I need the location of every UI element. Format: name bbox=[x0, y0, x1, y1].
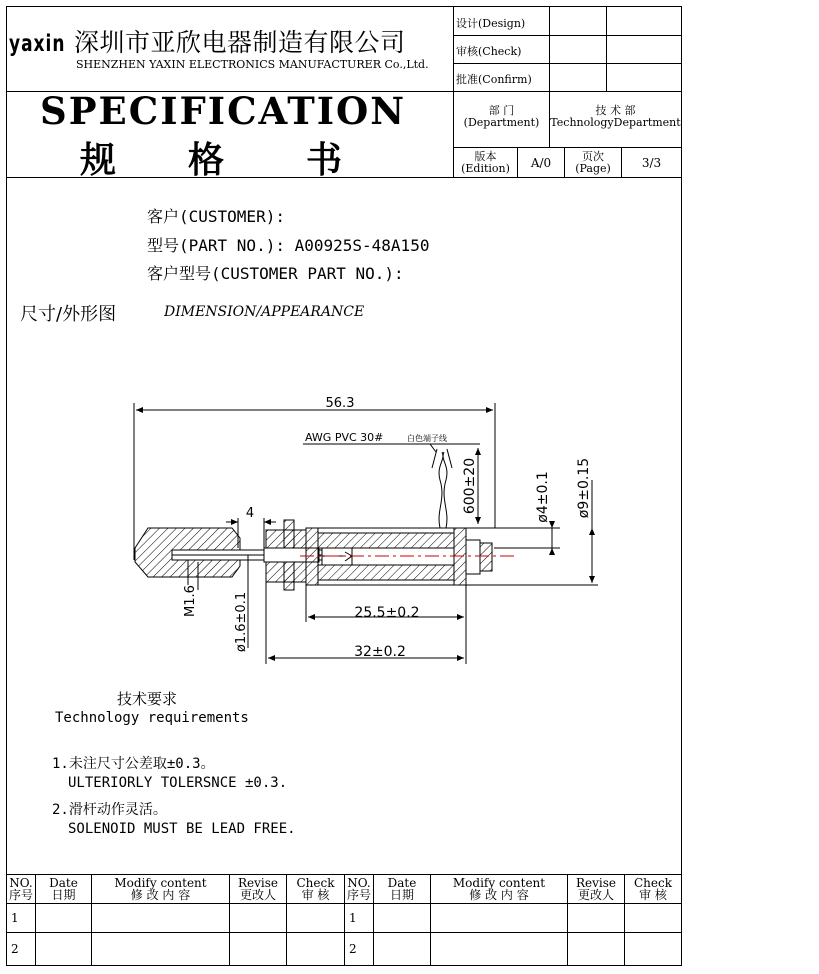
requirement-2-cn: 2.滑杆动作灵活。 bbox=[52, 802, 167, 818]
requirement-2-en: SOLENOID MUST BE LEAD FREE. bbox=[68, 821, 296, 837]
rev-header-date-2: Date 日期 bbox=[387, 876, 417, 902]
rev-header-no-2: NO. 序号 bbox=[346, 876, 371, 902]
thread-label: M1.6 bbox=[183, 585, 198, 617]
rev-row-no: 2 bbox=[349, 942, 357, 956]
spec-title-cn-1: 规 bbox=[80, 139, 117, 181]
spec-title-en: SPECIFICATION bbox=[40, 89, 407, 133]
rev-header-content-1: Modify content 修 改 内 容 bbox=[114, 876, 207, 902]
dimension-heading-cn: 尺寸/外形图 bbox=[20, 304, 117, 325]
spec-title-cn-2: 格 bbox=[188, 139, 225, 181]
part-number-line: 型号(PART NO.): A00925S-48A150 bbox=[147, 236, 430, 255]
total-length-label: 32±0.2 bbox=[354, 644, 406, 660]
requirement-1-cn: 1.未注尺寸公差取±0.3。 bbox=[52, 756, 215, 772]
department-label: 部 门 (Department) bbox=[463, 104, 540, 129]
wire-note: 白色端子线 bbox=[407, 434, 447, 443]
tip-length-label: 4 bbox=[245, 506, 255, 521]
rev-row-no: 1 bbox=[11, 911, 19, 925]
overall-length-label: 56.3 bbox=[325, 396, 355, 411]
customer-line: 客户(CUSTOMER): bbox=[147, 207, 285, 226]
rev-header-content-2: Modify content 修 改 内 容 bbox=[452, 876, 546, 902]
requirements-title-cn: 技术要求 bbox=[117, 690, 178, 708]
rev-header-date-1: Date 日期 bbox=[49, 876, 78, 902]
company-logo: yaxin bbox=[9, 30, 66, 58]
rev-header-check-1: Check 审 核 bbox=[296, 876, 335, 902]
customer-part-line: 客户型号(CUSTOMER PART NO.): bbox=[147, 264, 404, 283]
wire-label: AWG PVC 30# bbox=[305, 431, 384, 444]
department-value: 技 术 部 TechnologyDepartment bbox=[550, 104, 681, 129]
rev-header-revise-1: Revise 更改人 bbox=[237, 876, 278, 902]
edition-value: A/0 bbox=[530, 155, 552, 170]
wire-length-label: 600±20 bbox=[462, 457, 478, 515]
body-diameter-label: ø9±0.15 bbox=[576, 457, 592, 519]
dimension-heading-en: DIMENSION/APPEARANCE bbox=[164, 304, 365, 320]
company-name-en: SHENZHEN YAXIN ELECTRONICS MANUFACTURER Co.,Ltd. bbox=[76, 58, 429, 71]
design-label: 设计(Design) bbox=[456, 17, 526, 30]
spec-title-cn-3: 书 bbox=[306, 139, 343, 181]
page-value: 3/3 bbox=[641, 155, 662, 170]
rev-header-no-1: NO. 序号 bbox=[8, 876, 33, 902]
rev-row-no: 2 bbox=[11, 942, 19, 956]
rev-row-no: 1 bbox=[349, 911, 357, 925]
rev-header-revise-2: Revise 更改人 bbox=[575, 876, 616, 902]
body-length-label: 25.5±0.2 bbox=[354, 605, 420, 621]
confirm-label: 批准(Confirm) bbox=[456, 73, 532, 86]
check-label: 审核(Check) bbox=[456, 45, 522, 58]
rev-header-check-2: Check 审 核 bbox=[633, 876, 672, 902]
shaft-diameter-label: ø1.6±0.1 bbox=[234, 591, 249, 653]
company-name-cn: 深圳市亚欣电器制造有限公司 bbox=[74, 28, 406, 57]
plunger-diameter-label: ø4±0.1 bbox=[535, 471, 551, 523]
requirements-title-en: Technology requirements bbox=[55, 710, 249, 726]
requirement-1-en: ULTERIORLY TOLERSNCE ±0.3. bbox=[68, 775, 288, 791]
page-label: 页次 (Page) bbox=[575, 149, 611, 175]
edition-label: 版本 (Edition) bbox=[461, 149, 510, 175]
